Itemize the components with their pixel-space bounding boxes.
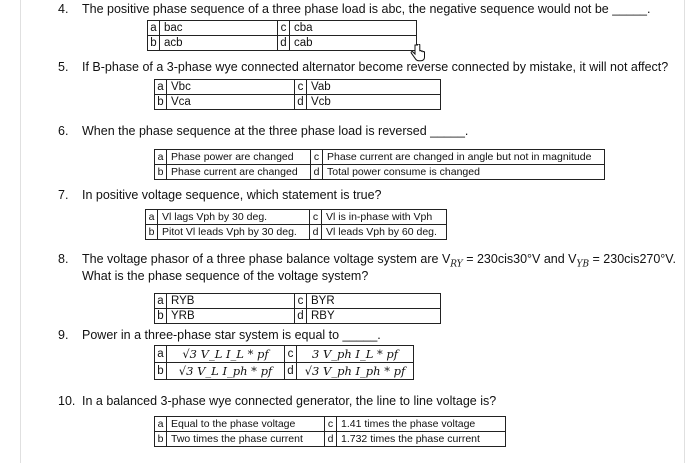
question-10: 10. In a balanced 3-phase wye connected generator, the line to line voltage is? xyxy=(58,394,497,408)
question-7-text: In positive voltage sequence, which statement is true? xyxy=(82,188,382,202)
table-row: b Phase current are changed d Total power consume is changed xyxy=(155,165,605,180)
option-a[interactable]: Equal to the phase voltage xyxy=(167,417,325,432)
question-8-line2: What is the phase sequence of the voltage system? xyxy=(82,269,369,283)
page-right-edge xyxy=(684,0,685,463)
option-d[interactable]: Total power consume is changed xyxy=(323,165,605,180)
option-b[interactable]: YRB xyxy=(167,309,295,324)
question-8: 8. The voltage phasor of a three phase balance voltage system are $V_{RY} = 230cis30^\circ V$ and $V_{YB} = 230cis270^\circ V$. xyxy=(58,252,676,270)
question-4-options xyxy=(147,20,417,51)
option-d[interactable]: cab xyxy=(290,36,417,51)
option-c[interactable]: Vab xyxy=(307,80,441,95)
question-6-options xyxy=(154,149,605,180)
question-10-text: In a balanced 3-phase wye connected generator, the line to line voltage is? xyxy=(82,394,497,408)
option-b[interactable]: Phase current are changed xyxy=(167,165,311,180)
question-5-options xyxy=(154,79,441,110)
table-row: b Vca d Vcb xyxy=(155,95,441,110)
table-row: a Vbc c Vab xyxy=(155,80,441,95)
option-b[interactable]: Pitot Vl leads Vph by 30 deg. xyxy=(158,225,310,240)
option-c[interactable]: 1.41 times the phase voltage xyxy=(337,417,506,432)
option-b[interactable]: acb xyxy=(160,36,278,51)
table-row: a bac c cba xyxy=(148,21,417,36)
question-7: 7. In positive voltage sequence, which statement is true? xyxy=(58,188,382,202)
question-5: 5. If B-phase of a 3-phase wye connected alternator become reverse connected by mistake, it will not affect? xyxy=(58,60,669,74)
question-5-text: If B-phase of a 3-phase wye connected alternator become reverse connected by mistake, it will not affect? xyxy=(82,60,669,74)
option-d[interactable]: Vcb xyxy=(307,95,441,110)
option-d[interactable]: RBY xyxy=(307,309,441,324)
question-10-options xyxy=(154,416,506,447)
question-8-options xyxy=(154,293,441,324)
table-row: b acb d cab xyxy=(148,36,417,51)
table-row: a √3 V_L I_L * pf c 3 V_ph I_L * pf xyxy=(155,346,414,363)
table-row: a Phase power are changed c Phase current are changed in angle but not in magnitude xyxy=(155,150,605,165)
table-row: a RYB c BYR xyxy=(155,294,441,309)
question-9-text: Power in a three-phase star system is equal to _____. xyxy=(82,328,381,342)
question-7-options xyxy=(145,209,447,240)
option-c[interactable]: 3 V_ph I_L * pf xyxy=(297,346,414,363)
table-row: a Equal to the phase voltage c 1.41 times the phase voltage xyxy=(155,417,506,432)
option-b[interactable]: √3 V_L I_ph * pf xyxy=(167,363,285,380)
question-4-text: The positive phase sequence of a three phase load is abc, the negative sequence would not be _____. xyxy=(82,2,651,16)
option-d[interactable]: √3 V_ph I_ph * pf xyxy=(297,363,414,380)
question-6: 6. When the phase sequence at the three phase load is reversed _____. xyxy=(58,124,469,138)
question-8-text: The voltage phasor of a three phase balance voltage system are V xyxy=(82,252,451,266)
table-row: b √3 V_L I_ph * pf d √3 V_ph I_ph * pf xyxy=(155,363,414,380)
option-a[interactable]: Vl lags Vph by 30 deg. xyxy=(158,210,310,225)
option-b[interactable]: Vca xyxy=(167,95,295,110)
option-a[interactable]: bac xyxy=(160,21,278,36)
question-6-text: When the phase sequence at the three phase load is reversed _____. xyxy=(82,124,469,138)
option-d[interactable]: Vl leads Vph by 60 deg. xyxy=(322,225,447,240)
option-b[interactable]: Two times the phase current xyxy=(167,432,325,447)
option-a[interactable]: RYB xyxy=(167,294,295,309)
option-c[interactable]: Phase current are changed in angle but not in magnitude xyxy=(323,150,605,165)
question-4: 4. The positive phase sequence of a three phase load is abc, the negative sequence would not be _____. xyxy=(58,2,651,16)
table-row: b YRB d RBY xyxy=(155,309,441,324)
option-d[interactable]: 1.732 times the phase current xyxy=(337,432,506,447)
option-a[interactable]: Phase power are changed xyxy=(167,150,311,165)
option-a[interactable]: √3 V_L I_L * pf xyxy=(167,346,285,363)
table-row: a Vl lags Vph by 30 deg. c Vl is in-phase with Vph xyxy=(146,210,447,225)
option-c[interactable]: BYR xyxy=(307,294,441,309)
option-c[interactable]: Vl is in-phase with Vph xyxy=(322,210,447,225)
question-9: 9. Power in a three-phase star system is equal to _____. xyxy=(58,328,381,342)
option-c[interactable]: cba xyxy=(290,21,417,36)
option-a[interactable]: Vbc xyxy=(167,80,295,95)
table-row: b Pitot Vl leads Vph by 30 deg. d Vl leads Vph by 60 deg. xyxy=(146,225,447,240)
question-9-options xyxy=(154,345,414,380)
table-row: b Two times the phase current d 1.732 times the phase current xyxy=(155,432,506,447)
page-left-edge xyxy=(20,0,21,463)
